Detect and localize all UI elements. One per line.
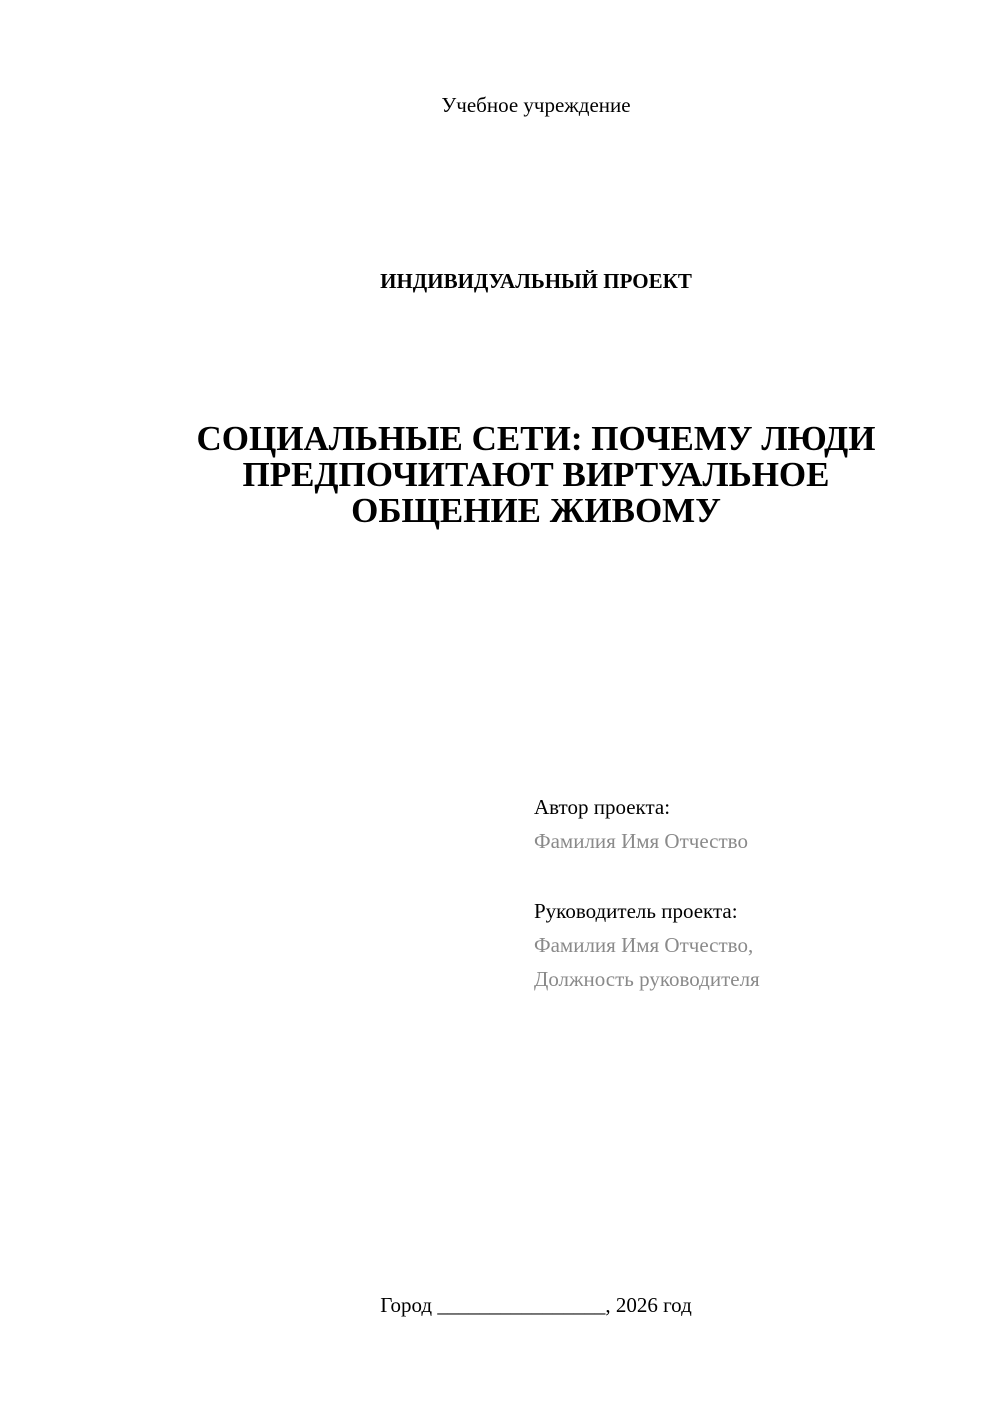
supervisor-name: Фамилия Имя Отчество,: [534, 933, 754, 957]
credits-block: [534, 790, 974, 996]
city-year-line: Город ________________, 2026 год: [380, 1293, 692, 1317]
project-type-heading: ИНДИВИДУАЛЬНЫЙ ПРОЕКТ: [380, 269, 692, 293]
project-title-line-3: ОБЩЕНИЕ ЖИВОМУ: [351, 491, 721, 530]
author-name: Фамилия Имя Отчество: [534, 829, 748, 853]
credits-spacer: [534, 858, 974, 894]
author-label: Автор проекта:: [534, 795, 671, 819]
supervisor-position: Должность руководителя: [534, 967, 760, 991]
project-title-line-1: СОЦИАЛЬНЫЕ СЕТИ: ПОЧЕМУ ЛЮДИ: [196, 419, 876, 458]
project-title-line-2: ПРЕДПОЧИТАЮТ ВИРТУАЛЬНОЕ: [242, 455, 830, 494]
project-title: [136, 421, 936, 529]
supervisor-label: Руководитель проекта:: [534, 899, 738, 923]
institution-name: Учебное учреждение: [441, 93, 631, 117]
